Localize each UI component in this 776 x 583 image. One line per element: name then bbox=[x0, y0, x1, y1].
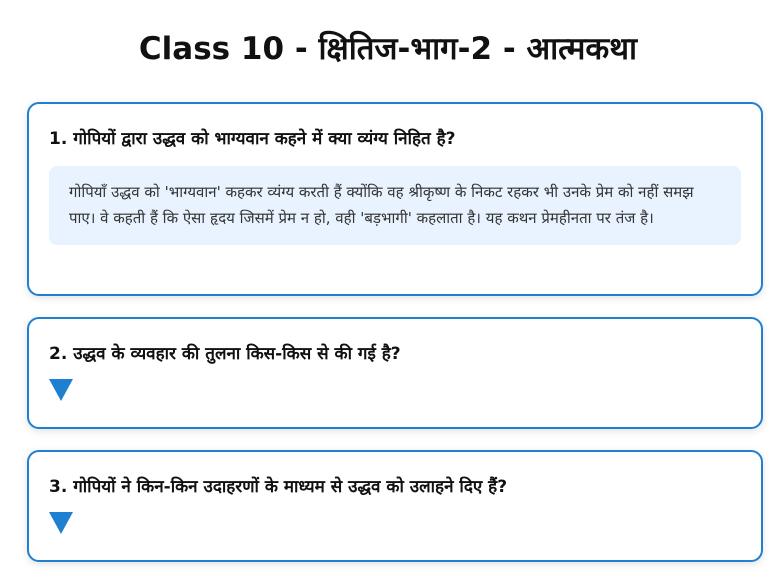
question-text-1[interactable]: 1. गोपियों द्वारा उद्धव को भाग्यवान कहने में क्या व्यंग्य निहित है? bbox=[49, 129, 456, 149]
question-card-2[interactable] bbox=[27, 317, 763, 429]
question-card-3[interactable] bbox=[27, 450, 763, 562]
triangle-down-icon[interactable] bbox=[49, 512, 73, 534]
answer-text-1: गोपियाँ उद्धव को 'भाग्यवान' कहकर व्यंग्य करती हैं क्योंकि वह श्रीकृष्ण के निकट रहकर भी उनके प्रेम को नहीं समझ पाए। वे कहती हैं कि ऐसा हृदय जिसमें प्रेम न हो, वही 'बड़भागी' कहलाता है। यह कथन प्रेमहीनता पर तंज है। bbox=[49, 166, 741, 245]
question-text-3[interactable]: 3. गोपियों ने किन-किन उदाहरणों के माध्यम से उद्धव को उलाहने दिए हैं? bbox=[49, 477, 508, 497]
triangle-down-icon[interactable] bbox=[49, 379, 73, 401]
question-list bbox=[27, 102, 763, 583]
page-title: Class 10 - क्षितिज-भाग-2 - आत्मकथा bbox=[138, 31, 638, 67]
question-text-2[interactable]: 2. उद्धव के व्यवहार की तुलना किस-किस से की गई है? bbox=[49, 344, 401, 364]
question-card-1[interactable] bbox=[27, 102, 763, 296]
